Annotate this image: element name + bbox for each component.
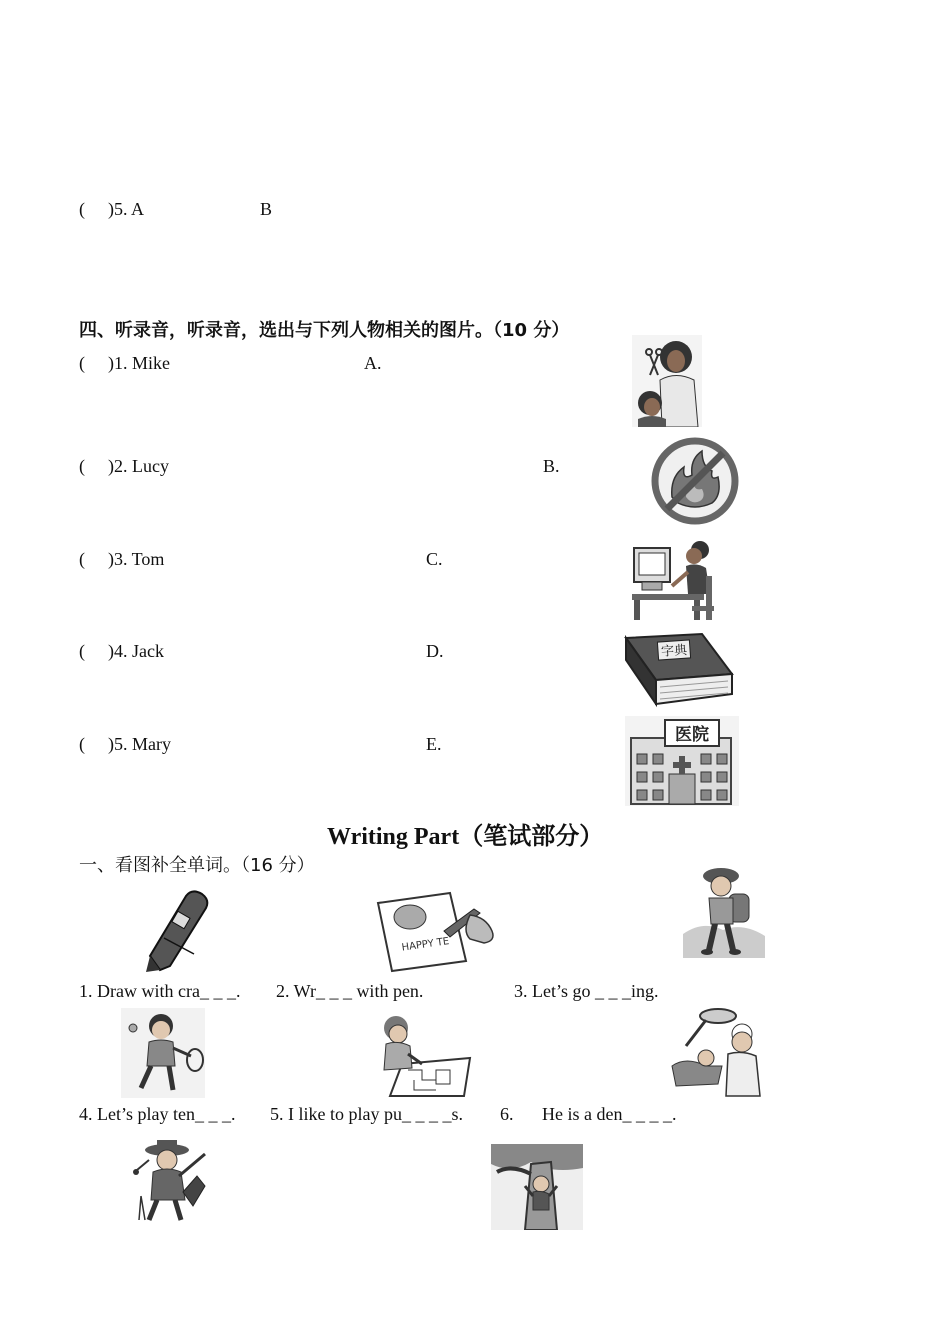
question-label: )5. Mary [108, 734, 171, 754]
answer-paren: ( [79, 549, 85, 569]
dictionary-book-icon [622, 632, 734, 710]
option-letter: B [260, 199, 273, 219]
fill-in-item-2: 2. Wr_ _ _ with pen. [276, 981, 424, 1001]
question-label: )5. A [108, 199, 144, 219]
fill-in-item-6-number: 6. [500, 1104, 514, 1124]
tennis-player-icon [121, 1008, 205, 1098]
crayon-icon [146, 886, 214, 974]
option-letter: C. [426, 549, 443, 569]
singer-guitar-icon [127, 1136, 211, 1222]
fill-in-item-5: 5. I like to play pu_ _ _ _s. [270, 1104, 463, 1124]
answer-paren: ( [79, 734, 85, 754]
barber-cutting-hair-icon [632, 335, 702, 427]
fill-in-item-3: 3. Let’s go _ _ _ing. [514, 981, 659, 1001]
section-heading: 一、看图补全单词。（16 分） [79, 855, 315, 876]
girl-doing-puzzle-icon [374, 1014, 472, 1098]
section-heading: 四、听录音，听录音，选出与下列人物相关的图片。（10 分） [79, 320, 570, 341]
question-label: )4. Jack [108, 641, 164, 661]
page-title: Writing Part（笔试部分） [327, 824, 604, 850]
question-label: )1. Mike [108, 353, 170, 373]
hiker-icon [683, 864, 765, 958]
question-label: )2. Lucy [108, 456, 169, 476]
answer-paren: ( [79, 353, 85, 373]
option-letter: E. [426, 734, 442, 754]
no-fire-sign-icon [650, 437, 740, 525]
answer-paren: ( [79, 641, 85, 661]
fill-in-item-1: 1. Draw with cra_ _ _. [79, 981, 241, 1001]
girl-at-computer-icon [632, 536, 722, 622]
option-letter: B. [543, 456, 560, 476]
option-letter: D. [426, 641, 444, 661]
fill-in-item-4: 4. Let’s play ten_ _ _. [79, 1104, 236, 1124]
question-label: )3. Tom [108, 549, 165, 569]
answer-paren: ( [79, 199, 85, 219]
dictionary-label: 字典 [660, 643, 688, 660]
dentist-icon [666, 1006, 766, 1098]
fill-in-item-6: He is a den_ _ _ _. [542, 1104, 677, 1124]
card-text: HAPPY TE [401, 936, 450, 954]
hospital-building-icon [625, 716, 739, 806]
answer-paren: ( [79, 456, 85, 476]
option-letter: A. [364, 353, 382, 373]
boy-climbing-tree-icon [491, 1144, 583, 1230]
hand-writing-card-icon [374, 891, 500, 973]
hospital-sign: 医院 [675, 725, 709, 745]
